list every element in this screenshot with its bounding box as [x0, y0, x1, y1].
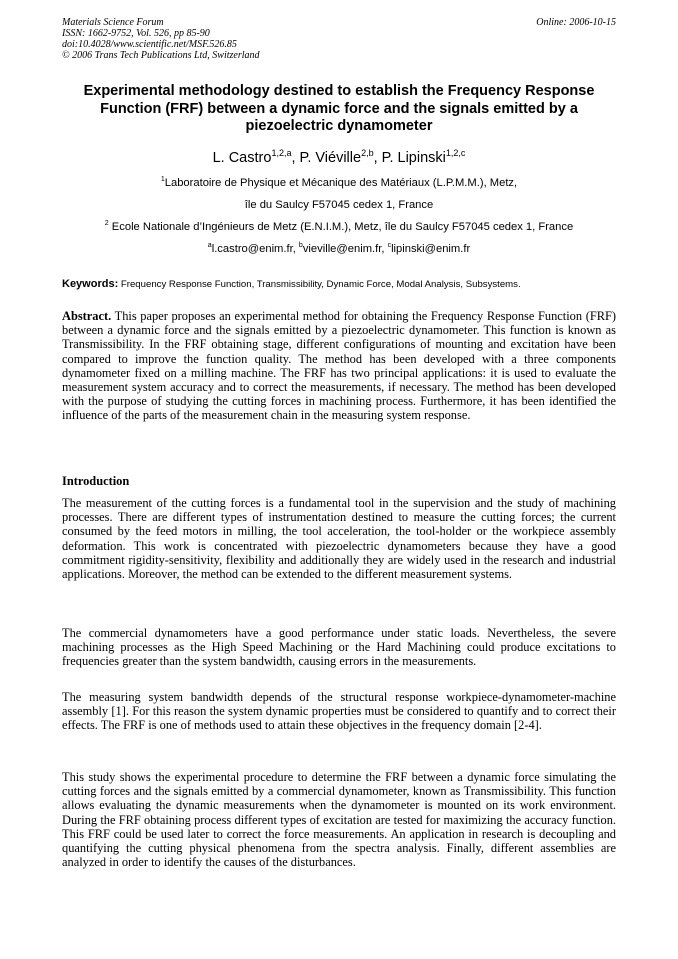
intro-paragraph-4: This study shows the experimental procedure to determine the FRF between a dynamic force simulating the cutting forces and the signals emitted by a commercial dynamometer, known as Transmissibility. This function allows evaluating the dynamic measurements when the dynamometer is mounted on its work environment. During the FRF obtaining process different types of excitation are tested for maximizing the accuracy function. This FRF could be used later to correct the force measurements. An application in research is decoupling and quantifying the cutting physical phenomena from the spectra analysis. Finally, different assemblies are analyzed in order to identify the causes of the disturbances.: [62, 770, 616, 870]
paper-title: Experimental methodology destined to establish the Frequency Response Function (FRF) between a dynamic force and the signals emitted by a piezoelectric dynamometer: [83, 83, 595, 134]
online-date: Online: 2006-10-15: [536, 17, 616, 28]
intro-paragraph-3: The measuring system bandwidth depends of the structural response workpiece-dynamometer-machine assembly [1]. For this reason the system dynamic properties must be considered to quantify and to correct their effects. The FRF is one of methods used to attain these objectives in the frequency domain [2-4].: [62, 690, 616, 733]
author-name: P. Viéville: [299, 150, 362, 166]
email-link[interactable]: lipinski@enim.fr: [391, 243, 471, 255]
author-name: P. Lipinski: [381, 150, 446, 166]
email-link[interactable]: vieville@enim.fr: [302, 243, 382, 255]
abstract-label: Abstract.: [62, 309, 112, 323]
author-emails: $^a$l.castro@enim.fr, $^b$vieville@enim.fr, $^c$lipinski@enim.fr: [207, 242, 471, 255]
copyright: © 2006 Trans Tech Publications Ltd, Switzerland: [62, 50, 260, 61]
intro-paragraph-1: The measurement of the cutting forces is a fundamental tool in the supervision and the study of machining processes. There are different types of instrumentation destined to measure the cutting forces; the current consumed by the feed motors in milling, the tool acceleration, the tool-holder or the workpiece assembly deformation. This work is concentrated with piezoelectric dynamometers because they have a good commitment rigidity-sensitivity, flexibility and additionally they are widely used in the research and industrial applications. Moreover, the method can be extended to the different measurement systems.: [62, 496, 616, 582]
email-link[interactable]: l.castro@enim.fr: [211, 243, 293, 255]
author-affil-sup: 1,2,c: [445, 148, 466, 158]
keywords: [62, 278, 616, 291]
keywords-label: Keywords:: [62, 278, 119, 290]
journal-header: [62, 17, 260, 61]
author-name: L. Castro: [212, 150, 272, 166]
journal-name: Materials Science Forum: [62, 17, 164, 28]
affiliation-1: $^1$Laboratoire de Physique et Mécanique des Matériaux (L.P.M.M.), Metz,: [160, 176, 518, 189]
intro-paragraph-2: The commercial dynamometers have a good performance under static loads. Nevertheless, the severe machining processes as the High Speed Machining or the Hard Machining could produce excitations to frequencies greater than the system bandwidth, causing errors in the measurements.: [62, 626, 616, 669]
doi: doi:10.4028/www.scientific.net/MSF.526.85: [62, 39, 237, 50]
issn: ISSN: 1662-9752, Vol. 526, pp 85-90: [62, 28, 210, 39]
section-heading-introduction: Introduction: [62, 474, 130, 488]
keywords-text: Frequency Response Function, Transmissibility, Dynamic Force, Modal Analysis, Subsystems.: [118, 279, 521, 290]
affiliation-2: $^2$ Ecole Nationale d’Ingénieurs de Metz (E.N.I.M.), Metz, île du Saulcy F57045 cedex 1, France: [104, 220, 574, 233]
author-affil-sup: 2,b: [361, 148, 374, 158]
affiliation-1-cont: île du Saulcy F57045 cedex 1, France: [244, 199, 434, 211]
author-list: L. Castro$^{1,2,a}$, P. Viéville$^{2,b}$, P. Lipinski$^{1,2,c}$: [212, 148, 466, 166]
author-affil-sup: 1,2,a: [271, 148, 292, 158]
abstract-text: This paper proposes an experimental method for obtaining the Frequency Response Function (FRF) between a dynamic force and the signals emitted by a piezoelectric dynamometer. This function is known as Transmissibility. In the FRF obtaining stage, different configurations of mounting and excitation have been compared to improve the function quality. The method has been developed with a three components dynamometer fixed on a milling machine. The FRF has two principal applications: it is used to evaluate the measurement system accuracy and to correct the measurements, if necessary. The method has been developed with the purpose of studying the cutting forces in machining process. Furthermore, it has been identified the influence of the parts of the measurement chain in the measuring system response.: [62, 309, 616, 423]
abstract: [62, 309, 616, 423]
